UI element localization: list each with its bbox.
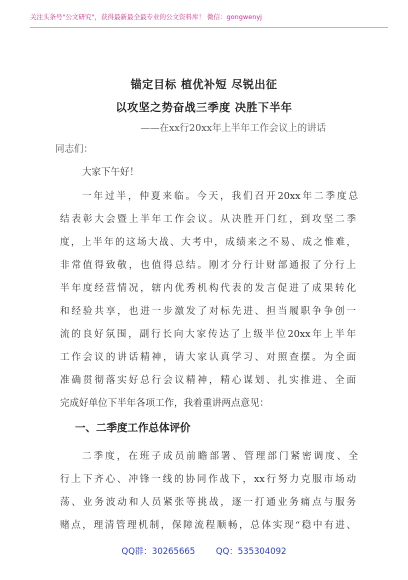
section-line: 荡、业务波动和人员紧张等挑战，逐一打通业务痛点与服务 — [60, 497, 356, 508]
body-line: 大家下午好！ — [82, 167, 140, 178]
section-line: 行上下齐心、冲锋一线的协同作战下，xx行努力克服市场动 — [60, 474, 356, 485]
salutation: 同志们： — [55, 144, 94, 155]
body-line: 准确贯彻落实好总行会议精神，精心谋划、扎实推进、全面 — [60, 375, 356, 386]
doc-title-line2: 以攻坚之势奋战三季度 决胜下半年 — [115, 101, 293, 114]
body-line: 一年过半，仲夏来临。今天，我们召开20xx年二季度总 — [82, 191, 358, 202]
body-line: 度，上半年的这场大战、大考中，成绩来之不易、成之惟难， — [60, 237, 356, 248]
contact-footer — [0, 545, 408, 557]
body-line: 和经验共享，也进一步激发了对标先进、担当履职争争创一 — [60, 306, 356, 317]
body-line: 非常值得致敬，也值得总结。刚才分行计财部通报了分行上 — [60, 260, 356, 271]
body-line: 半年度经营情况，辖内优秀机构代表的发言促进了成果转化 — [60, 283, 356, 294]
doc-subtitle: ——在xx行20xx年上半年工作会议上的讲话 — [140, 123, 326, 134]
doc-title-line1: 锚定目标 植优补短 尽锐出征 — [130, 78, 278, 91]
body-line: 完成好单位下半年各项工作，我着重讲两点意见： — [60, 398, 270, 409]
body-line: 流的良好氛围，副行长向大家传达了上级半位20xx年上半年 — [60, 329, 356, 340]
qq-group-text: QQ群：30265665 — [121, 547, 196, 557]
qq-text: QQ：535304092 — [215, 547, 287, 557]
body-line: 结表彰大会暨上半年工作会议。从决胜开门红，到攻坚二季 — [60, 214, 356, 225]
promo-header: 关注头条号"公文研究"，获得最新最全最专业的公文资料库！ 微信：gongwenyj — [30, 12, 388, 28]
body-line: 工作会议的讲话精神，请大家认真学习、对照查摆。为全面 — [60, 352, 356, 363]
section-heading: 一、二季度工作总体评价 — [75, 422, 191, 434]
section-line: 二季度，在班子成员前瞻部署、管理部门紧密调度、全 — [82, 451, 358, 462]
section-line: 赌点，理清管理机制，保障流程顺畅，总体实现“稳中有进、 — [60, 520, 356, 531]
